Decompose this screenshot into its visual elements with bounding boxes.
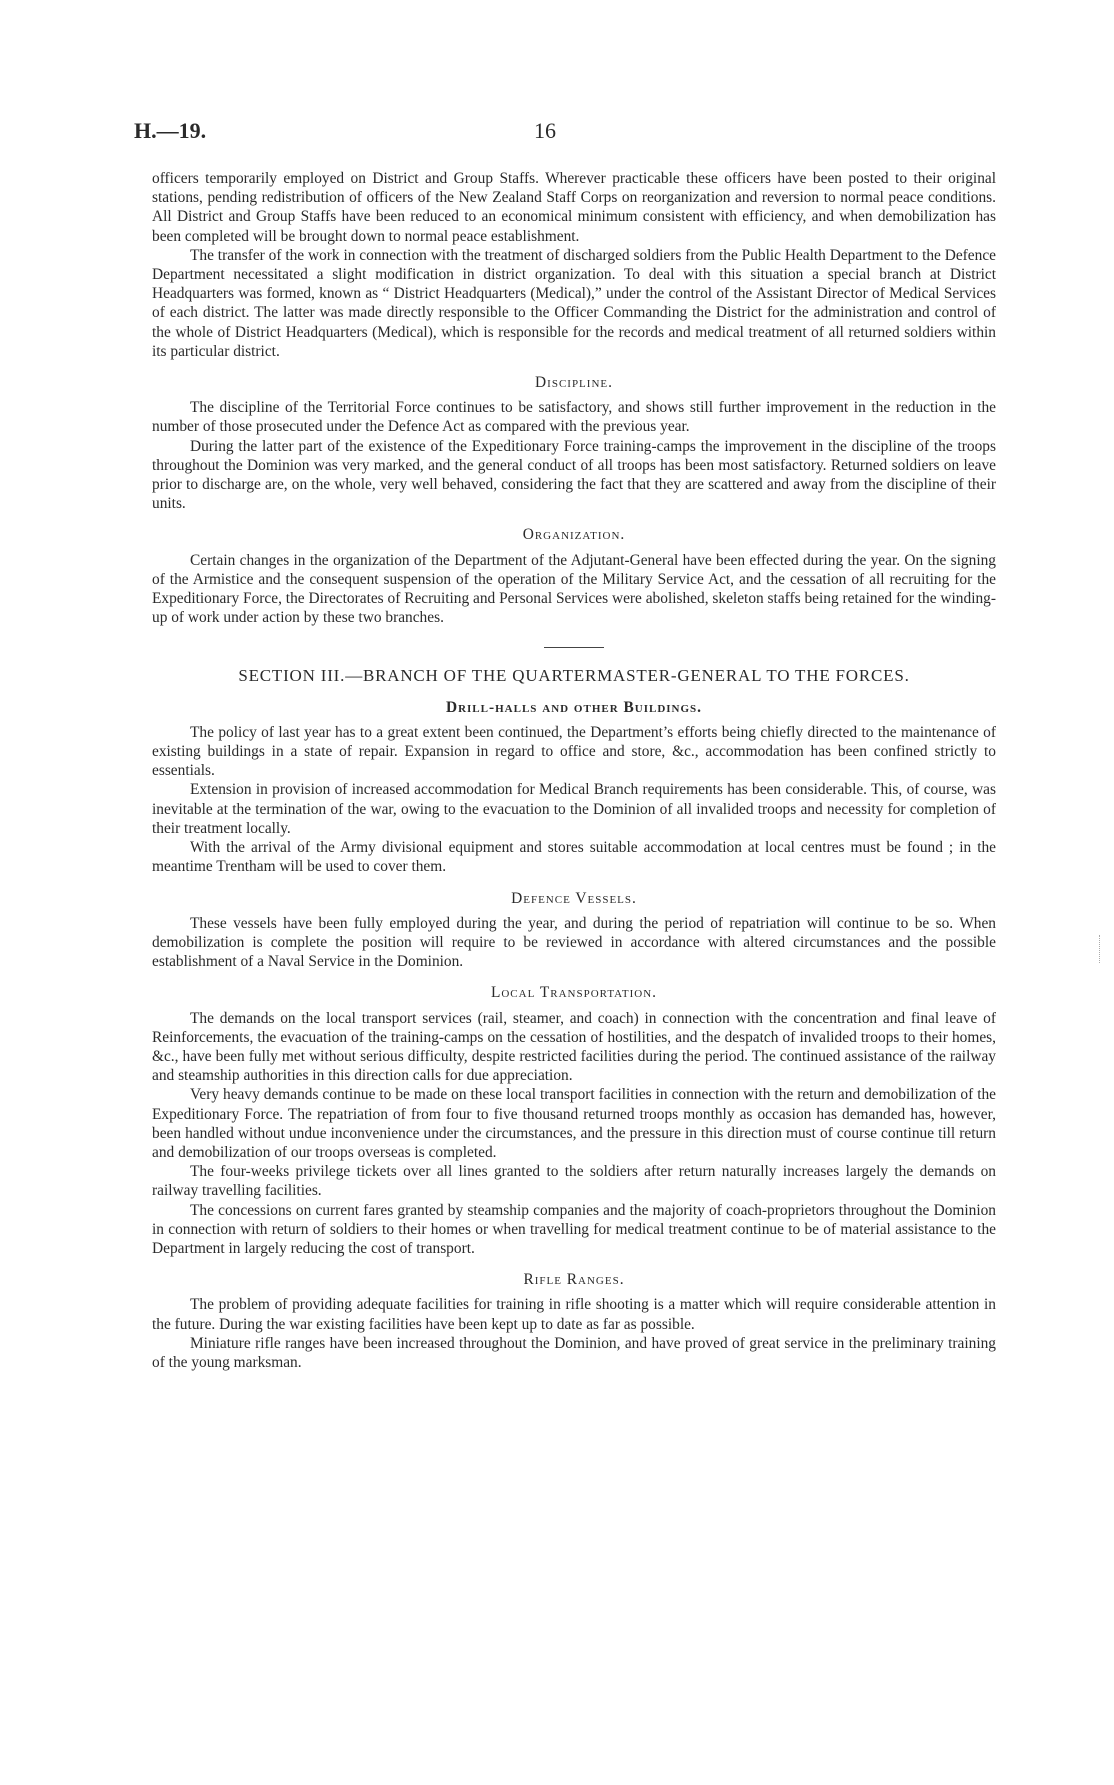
section-title: SECTION III.—BRANCH OF THE QUARTERMASTER-GENERAL TO THE FORCES. (238, 666, 910, 686)
section-heading-organization: Organization. (522, 526, 626, 544)
section-heading-rifle-ranges: Rifle Ranges. (523, 1271, 625, 1289)
paragraph: The discipline of the Territorial Force continues to be satisfactory, and shows still further improvement in the reduction in the number of those prosecuted under the Defence Act as compared with the previous year. (152, 399, 996, 436)
paragraph: These vessels have been fully employed during the year, and during the period of repatriation will continue to be so. When demobilization is complete the position will require to be reviewed in accordance with altered circumstances and the possible establishment of a Naval Service in the Dominion. (152, 914, 996, 971)
paragraph: officers temporarily employed on District and Group Staffs. Wherever practicable these officers have been posted to their original stations, pending redistribution of officers of the New Zealand Staff Corps on reorganization and reversion to normal peace conditions. All District and Group Staffs have been reduced to an economical minimum consistent with efficiency, and when demobilization has been completed will be brought down to normal peace establishment. (152, 170, 996, 245)
document-reference: H.—19. (134, 118, 207, 143)
section-heading-drill-halls: Drill-halls and other Buildings. (445, 698, 703, 716)
paragraph: The problem of providing adequate facilities for training in rifle shooting is a matter which will require considerable attention in the future. During the war existing facilities have been kept up to date as far as possible. (152, 1296, 996, 1333)
page-header (134, 118, 986, 148)
paragraph: Extension in provision of increased accommodation for Medical Branch requirements has been considerable. This, of course, was inevitable at the termination of the war, owing to the evacuation to the Dominion of all invalided troops and necessity for completion of their treatment locally. (152, 781, 996, 837)
section-heading-defence-vessels: Defence Vessels. (511, 889, 637, 907)
page-number: 16 (534, 118, 556, 143)
paragraph: Very heavy demands continue to be made on these local transport facilities in connection with the return and demobilization of the Expeditionary Force. The repatriation of from four to five thousand returned troops monthly as occasion has demanded has, however, been handled without undue inconvenience under the circumstances, and the pressure in this direction must of course continue till return and demobilization of our troops overseas is completed. (152, 1086, 996, 1161)
paragraph: During the latter part of the existence of the Expeditionary Force training-camps the improvement in the discipline of the troops throughout the Dominion was very marked, and the general conduct of all troops has been most satisfactory. Returned soldiers on leave prior to discharge are, on the whole, very well behaved, considering the fact that they are scattered and away from the discipline of their units. (152, 437, 996, 513)
paragraph: The four-weeks privilege tickets over all lines granted to the soldiers after return naturally increases largely the demands on railway travelling facilities. (152, 1163, 996, 1200)
margin-mark (1099, 935, 1108, 963)
paragraph: Miniature rifle ranges have been increased throughout the Dominion, and have proved of great service in the preliminary training of the young marksman. (152, 1334, 996, 1371)
section-heading-discipline: Discipline. (535, 374, 613, 392)
section-heading-local-transportation: Local Transportation. (490, 984, 658, 1002)
paragraph: The policy of last year has to a great extent been continued, the Department’s efforts being chiefly directed to the maintenance of existing buildings in a state of repair. Expansion in regard to office and store, &c., accommodation has been confined strictly to essentials. (152, 723, 996, 780)
paragraph: The concessions on current fares granted by steamship companies and the majority of coach-proprietors throughout the Dominion in connection with return of soldiers to their homes or when travelling for medical treatment continue to be of material assistance to the Department in largely reducing the cost of transport. (152, 1201, 996, 1257)
paragraph: The transfer of the work in connection with the treatment of discharged soldiers from the Public Health Department to the Defence Department necessitated a slight modification in district organization. To deal with this situation a special branch at District Headquarters was formed, known as “ District Headquarters (Medical),” under the control of the Assistant Director of Medical Services of each district. The latter was made directly responsible to the Officer Commanding the District for the administration and control of the whole of District Headquarters (Medical), which is responsible for the records and medical treatment of all returned soldiers within its particular district. (152, 246, 996, 360)
divider (544, 647, 604, 648)
document-body (152, 169, 996, 1372)
paragraph: Certain changes in the organization of the Department of the Adjutant-General have been effected during the year. On the signing of the Armistice and the consequent suspension of the operation of the Military Service Act, and the cessation of all recruiting for the Expeditionary Force, the Directorates of Recruiting and Personal Services were abolished, skeleton staffs being retained for the winding-up of work under action by these two branches. (152, 551, 996, 627)
paragraph: The demands on the local transport services (rail, steamer, and coach) in connection with the concentration and final leave of Reinforcements, the evacuation of the training-camps on the cessation of hostilities, and the despatch of invalided troops to their homes, &c., have been fully met without serious difficulty, despite restricted facilities during the period. The continued assistance of the railway and steamship authorities in this direction calls for due appreciation. (152, 1009, 996, 1085)
paragraph: With the arrival of the Army divisional equipment and stores suitable accommodation at local centres must be found ; in the meantime Trentham will be used to cover them. (152, 839, 996, 876)
